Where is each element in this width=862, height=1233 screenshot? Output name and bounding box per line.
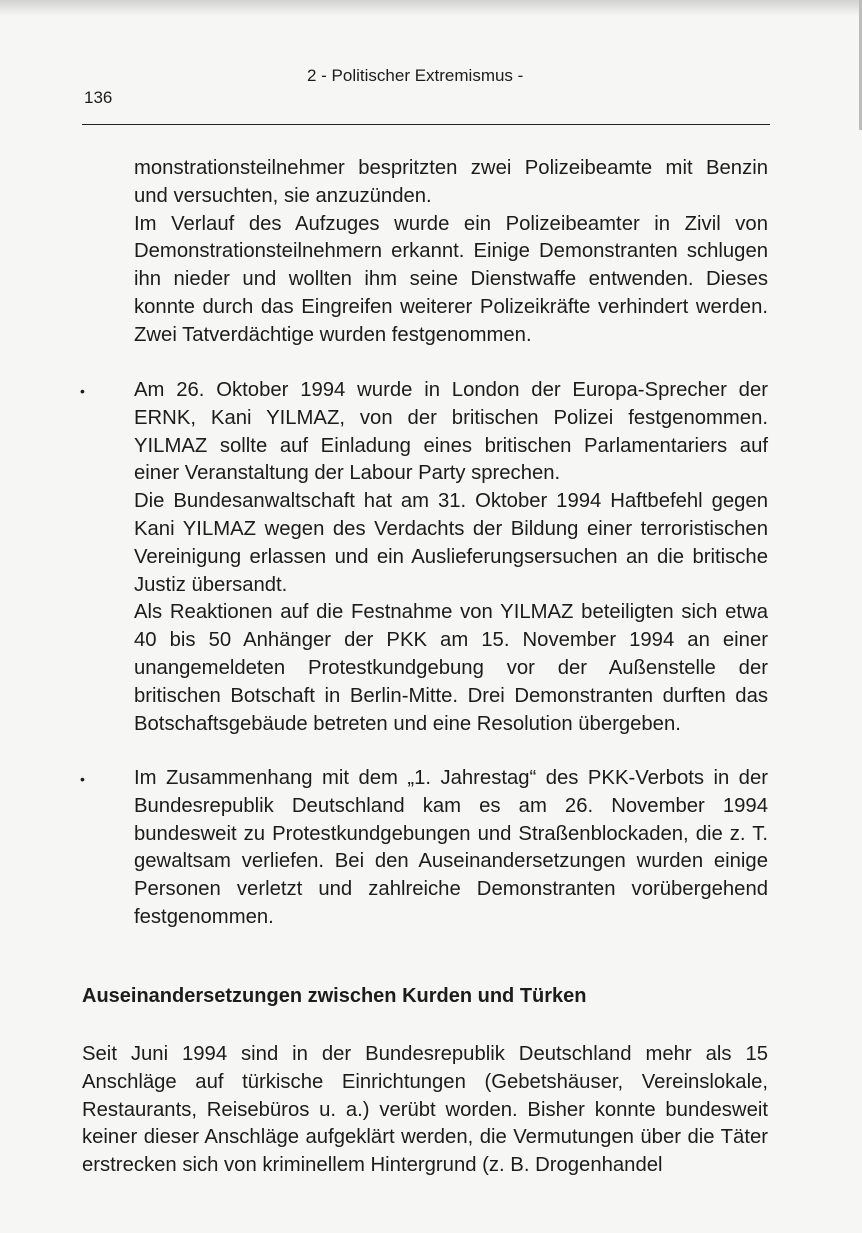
- continuation-paragraph: [134, 155, 768, 350]
- page-number: 136: [84, 88, 113, 107]
- bullet-marker: •: [80, 771, 85, 787]
- bullet-paragraph: Im Zusammenhang mit dem „1. Jahrestag“ des PKK-Verbots in der Bundesrepublik Deutschland kam es am 26. November 1994 bundesweit zu Protestkundgebungen und Straßenblockaden, die z. T. gewaltsam verliefen. Bei den Auseinandersetzungen wurden einige Personen verletzt und zahlreiche Demonstranten vorübergehend festgenommen.: [134, 767, 768, 928]
- running-title: 2 - Politischer Extremismus -: [307, 66, 524, 85]
- scan-shadow-top: [0, 0, 862, 16]
- bullet-marker: •: [80, 383, 85, 399]
- section-paragraph: [82, 1041, 768, 1180]
- paragraph-line-group: monstrationsteilnehmer bespritzten zwei Polizeibeamte mit Benzin und versuchten, sie anzuzünden.: [134, 157, 768, 207]
- bullet-paragraph: Die Bundesanwaltschaft hat am 31. Oktober 1994 Haftbefehl gegen Kani YILMAZ wegen des Verdachts der Bildung einer terroristischen Vereinigung erlassen und ein Auslieferungsersuchen an die britische Justiz übersandt.: [134, 490, 768, 596]
- section-heading: Auseinandersetzungen zwischen Kurden und Türken: [82, 985, 587, 1007]
- bullet-paragraph: Am 26. Oktober 1994 wurde in London der Europa-Sprecher der ERNK, Kani YILMAZ, von der britischen Polizei festgenommen. YILMAZ sollte auf Einladung eines britischen Parlamentariers auf einer Veranstaltung der Labour Party sprechen.: [134, 379, 768, 485]
- bullet-item-jahrestag: [134, 765, 768, 932]
- bullet-paragraph: Als Reaktionen auf die Festnahme von YILMAZ beteiligten sich etwa 40 bis 50 Anhänger der PKK am 15. November 1994 an einer unangemeldeten Protestkundgebung vor der Außenstelle der britischen Botschaft in Berlin-Mitte. Drei Demonstranten durften das Botschaftsgebäude betreten und eine Resolution übergeben.: [134, 601, 768, 735]
- header-rule: [82, 124, 770, 125]
- section-paragraph-text: Seit Juni 1994 sind in der Bundesrepublik Deutschland mehr als 15 Anschläge auf türkische Einrichtungen (Gebetshäuser, Vereinslokale, Restaurants, Reisebüros u. a.) verübt worden. Bisher konnte bundesweit keiner dieser Anschläge aufgeklärt werden, die Vermutungen über die Täter erstrecken sich von kriminellem Hintergrund (z. B. Drogenhandel: [82, 1043, 768, 1177]
- page-header: [82, 62, 770, 127]
- paragraph-line-group: Im Verlauf des Aufzuges wurde ein Polizeibeamter in Zivil von Demonstrationsteilnehmern erkannt. Einige Demonstranten schlugen ihn nieder und wollten ihm seine Dienstwaffe entwenden. Dieses konnte durch das Eingreifen weiterer Polizeikräfte verhindert werden. Zwei Tatverdächtige wurden festgenommen.: [134, 212, 768, 346]
- bullet-item-yilmaz: [134, 377, 768, 738]
